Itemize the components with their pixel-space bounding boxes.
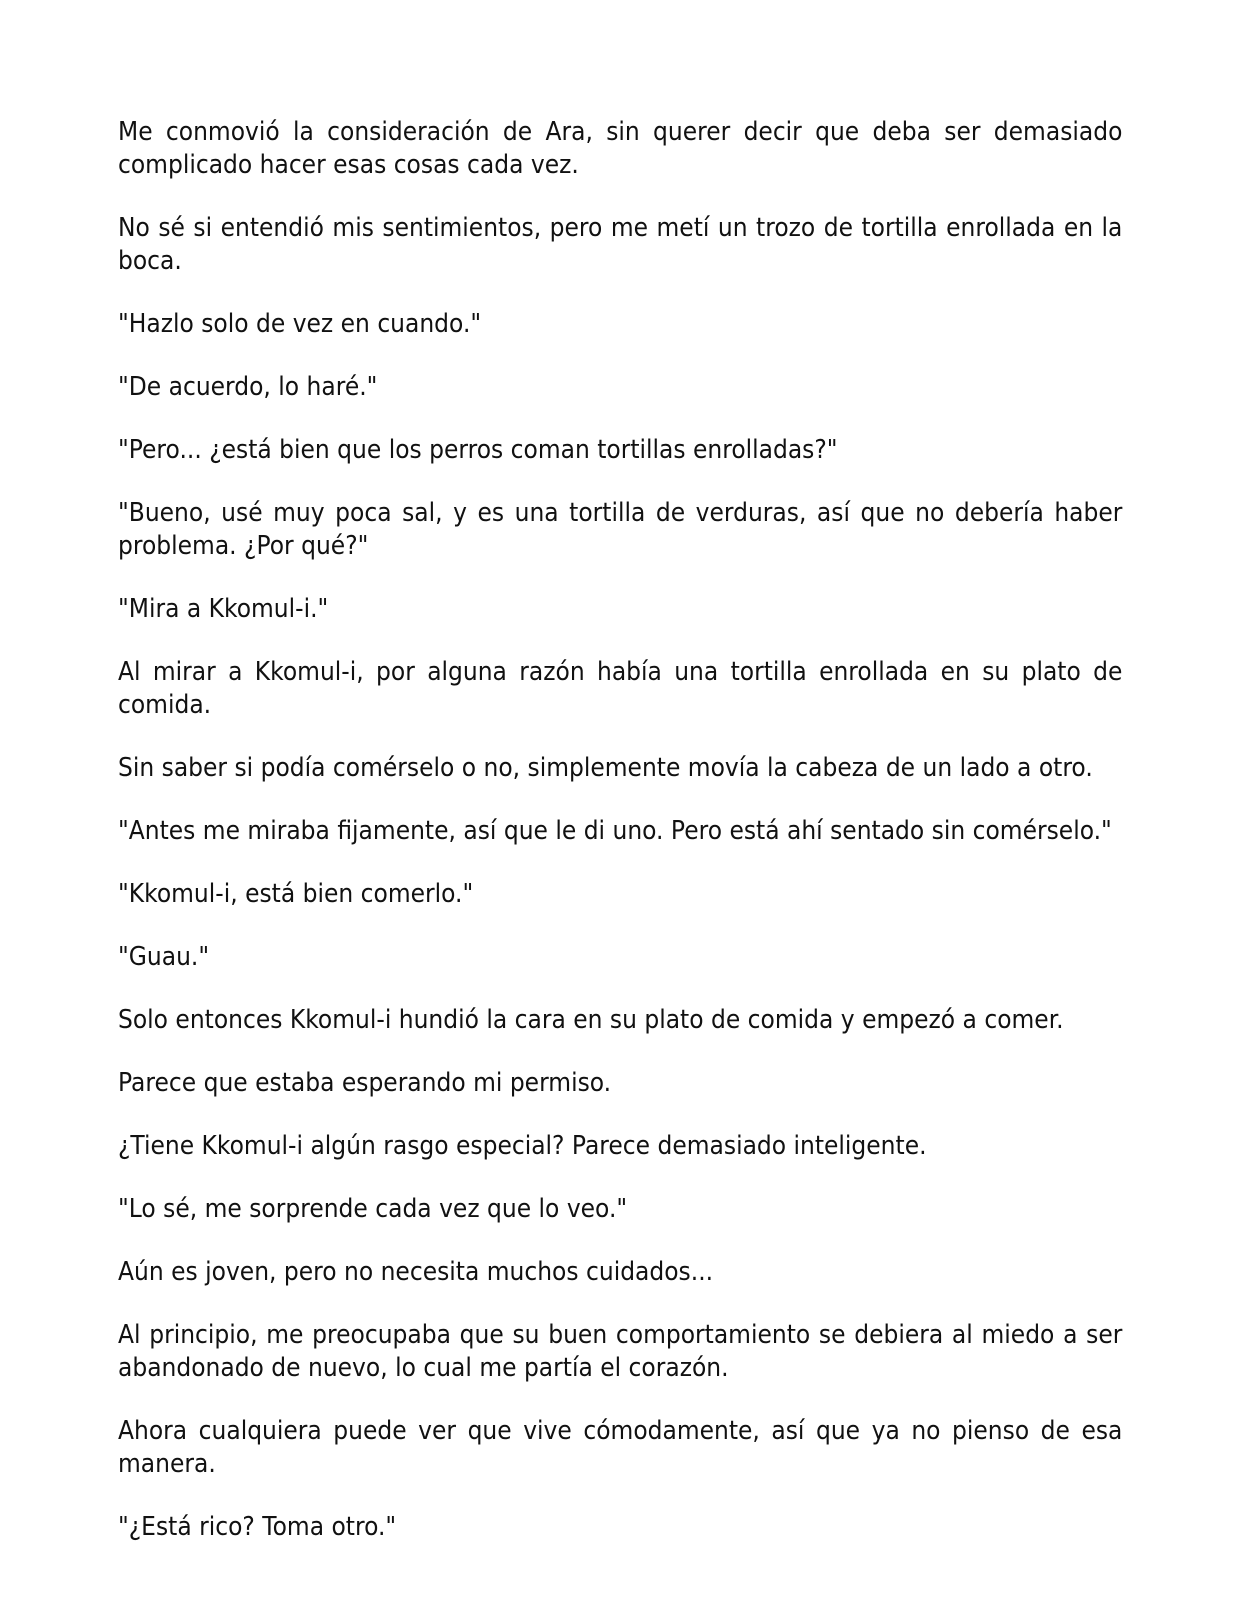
paragraph: Al principio, me preocupaba que su buen comportamiento se debiera al miedo a ser abandonado de nuevo, lo cual me partía el corazón. — [118, 1320, 1123, 1383]
paragraph: Al mirar a Kkomul-i, por alguna razón había una tortilla enrollada en su plato de comida. — [118, 657, 1123, 720]
paragraph: Me conmovió la consideración de Ara, sin querer decir que deba ser demasiado complicado hacer esas cosas cada vez. — [118, 117, 1123, 180]
paragraph: Ahora cualquiera puede ver que vive cómodamente, así que ya no pienso de esa manera. — [118, 1416, 1123, 1479]
paragraph: "Guau." — [118, 942, 210, 972]
paragraph: Parece que estaba esperando mi permiso. — [118, 1068, 612, 1098]
paragraph: "¿Está rico? Toma otro." — [118, 1512, 397, 1542]
paragraph: "De acuerdo, lo haré." — [118, 372, 378, 402]
paragraph: Aún es joven, pero no necesita muchos cuidados... — [118, 1257, 714, 1287]
paragraph: "Bueno, usé muy poca sal, y es una tortilla de verduras, así que no debería haber problema. ¿Por qué?" — [118, 498, 1123, 561]
paragraph: Sin saber si podía comérselo o no, simplemente movía la cabeza de un lado a otro. — [118, 753, 1093, 783]
paragraph: "Mira a Kkomul-i." — [118, 594, 329, 624]
document-body — [118, 116, 1122, 1574]
paragraph: "Kkomul-i, está bien comerlo." — [118, 879, 474, 909]
paragraph: "Antes me miraba fijamente, así que le di uno. Pero está ahí sentado sin comérselo." — [118, 816, 1112, 846]
paragraph: "Pero... ¿está bien que los perros coman tortillas enrolladas?" — [118, 435, 838, 465]
paragraph: No sé si entendió mis sentimientos, pero me metí un trozo de tortilla enrollada en la boca. — [118, 213, 1123, 276]
paragraph: "Lo sé, me sorprende cada vez que lo veo." — [118, 1194, 628, 1224]
paragraph: "Hazlo solo de vez en cuando." — [118, 309, 482, 339]
paragraph: ¿Tiene Kkomul-i algún rasgo especial? Parece demasiado inteligente. — [118, 1131, 927, 1161]
paragraph: Solo entonces Kkomul-i hundió la cara en su plato de comida y empezó a comer. — [118, 1005, 1064, 1035]
